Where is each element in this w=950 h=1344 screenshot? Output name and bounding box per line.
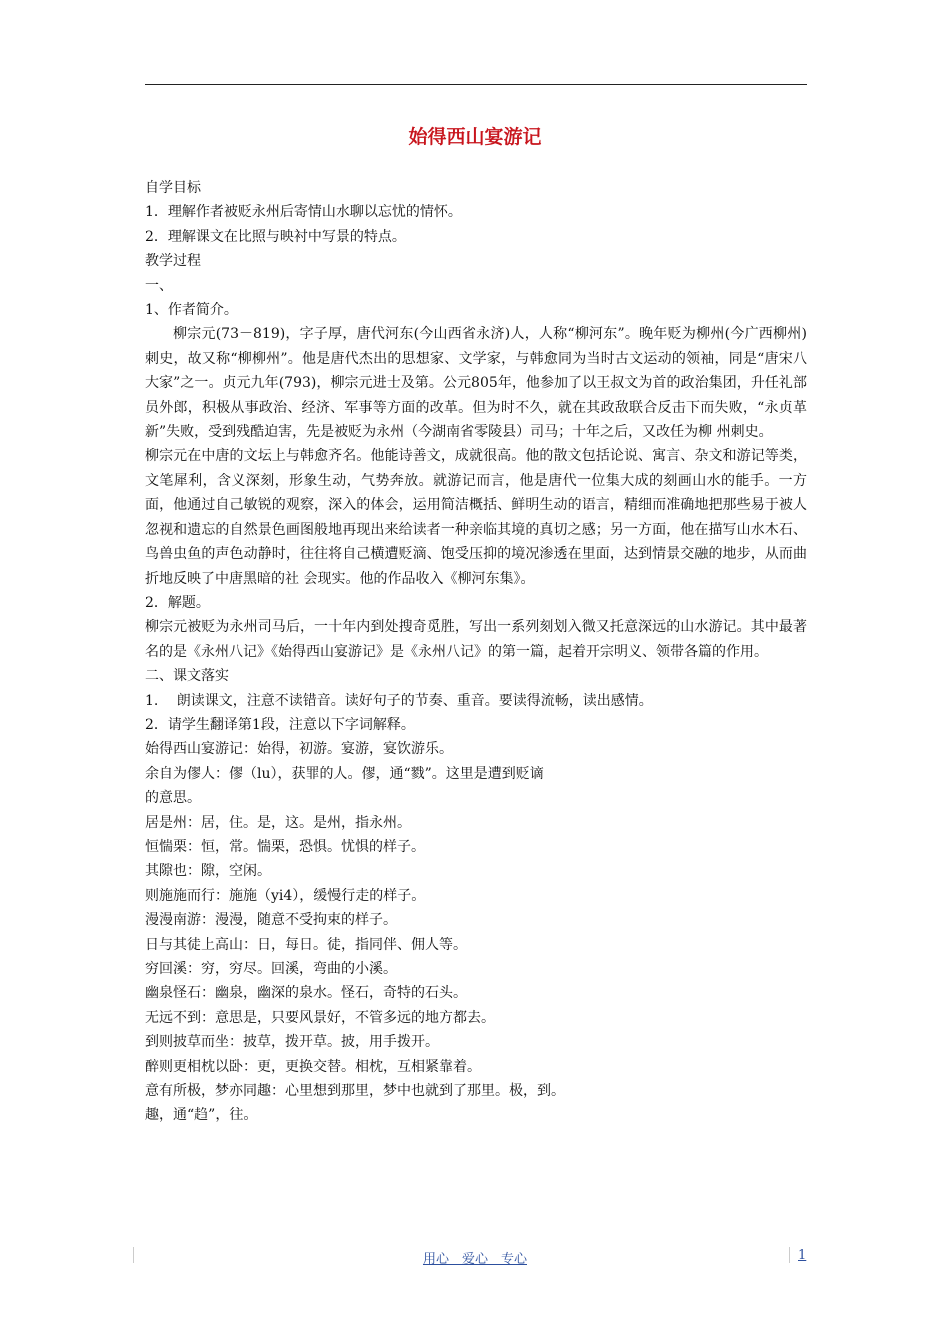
footer-right-tick xyxy=(789,1247,790,1263)
paragraph: 柳宗元在中唐的文坛上与韩愈齐名。他能诗善文，成就很高。他的散文包括论说、寓言、杂文和游记等类，文笔犀利，含义深刻，形象生动，气势奔放。就游记而言，他是唐代一位集大成的刻画山水的能手。一方面，他通过自己敏锐的观察，深入的体会，运用简洁概括、鲜明生动的语言，精细而准确地把那些易于被人忽视和遗忘的自然景色画图般地再现出来给读者一种亲临其境的真切之感；另一方面，他在描写山水木石、鸟兽虫鱼的声色动静时，往往将自己横遭贬滴、饱受压抑的境况渗透在里面，达到情景交融的地步，从而曲折地反映了中唐黑暗的社 会现实。他的作品收入《柳河东集》。 xyxy=(145,448,807,587)
paragraph: 余自为僇人：僇（lu），获罪的人。僇，通“戮”。这里是遭到贬谪 xyxy=(145,765,544,782)
document-body xyxy=(145,176,807,1128)
paragraph: 漫漫南游：漫漫，随意不受拘束的样子。 xyxy=(145,912,397,929)
paragraph: 2．理解课文在比照与映衬中写景的特点。 xyxy=(145,228,406,245)
paragraph: 2．请学生翻译第1段，注意以下字词解释。 xyxy=(145,716,415,733)
paragraph: 二、课文落实 xyxy=(145,668,229,685)
paragraph: 意有所极，梦亦同趣：心里想到那里，梦中也就到了那里。极，到。 xyxy=(145,1083,565,1100)
page-number: 1 xyxy=(798,1248,807,1263)
paragraph: 醉则更相枕以卧：更，更换交替。相枕，互相紧靠着。 xyxy=(145,1058,481,1075)
paragraph: 幽泉怪石：幽泉，幽深的泉水。怪石，奇特的石头。 xyxy=(145,985,467,1002)
paragraph: 1、作者简介。 xyxy=(145,302,238,319)
paragraph: 则施施而行：施施（yi4），缓慢行走的样子。 xyxy=(145,887,426,904)
paragraph: 柳宗元(73－819)，字子厚，唐代河东(今山西省永济)人，人称“柳河东”。晚年贬为柳州(今广西柳州)刺史，故又称“柳柳州”。他是唐代杰出的思想家、文学家，与韩愈同为当时古文运动的领袖，同是“唐宋八大家”之一。贞元九年(793)，柳宗元进士及第。公元805年，他参加了以王叔文为首的政治集团，升任礼部员外郎，积极从事政治、经济、军事等方面的改革。但为时不久，就在其政敌联合反击下而失败，“永贞革新”失败，受到残酷迫害，先是被贬为永州（今湖南省零陵县）司马；十年之后，又改任为柳 州刺史。 xyxy=(145,326,807,441)
paragraph: 其隙也：隙，空闲。 xyxy=(145,863,271,880)
paragraph: 教学过程 xyxy=(145,253,201,270)
paragraph: 柳宗元被贬为永州司马后，一十年内到处搜奇觅胜，写出一系列刻划入微又托意深远的山水游记。其中最著名的是《永州八记》《始得西山宴游记》是《永州八记》的第一篇，起着开宗明义、领带各篇的作用。 xyxy=(145,619,807,660)
paragraph: 恒惴栗：恒，常。惴栗，恐惧。忧惧的样子。 xyxy=(145,838,425,855)
paragraph: 居是州：居，住。是，这。是州，指永州。 xyxy=(145,814,411,831)
footer-motto: 用心 爱心 专心 xyxy=(422,1252,527,1267)
paragraph: 的意思。 xyxy=(145,790,201,807)
paragraph: 趣，通“趋”，往。 xyxy=(145,1107,258,1124)
paragraph: 1. 朗读课文，注意不读错音。读好句子的节奏、重音。要读得流畅，读出感情。 xyxy=(145,692,653,709)
paragraph: 到则披草而坐：披草，拨开草。披，用手拨开。 xyxy=(145,1034,439,1051)
paragraph: 始得西山宴游记：始得，初游。宴游，宴饮游乐。 xyxy=(145,741,453,758)
document-title: 始得西山宴游记 xyxy=(408,126,542,148)
paragraph: 1．理解作者被贬永州后寄情山水聊以忘忧的情怀。 xyxy=(145,204,462,221)
paragraph: 穷回溪：穷，穷尽。回溪，弯曲的小溪。 xyxy=(145,961,397,977)
paragraph: 自学目标 xyxy=(145,180,201,196)
paragraph: 日与其徒上高山：日，每日。徒，指同伴、佣人等。 xyxy=(145,936,467,953)
paragraph: 无远不到：意思是，只要风景好，不管多远的地方都去。 xyxy=(145,1009,495,1026)
paragraph: 2．解题。 xyxy=(145,594,210,611)
paragraph: 一、 xyxy=(145,277,173,294)
header-rule xyxy=(145,84,807,85)
